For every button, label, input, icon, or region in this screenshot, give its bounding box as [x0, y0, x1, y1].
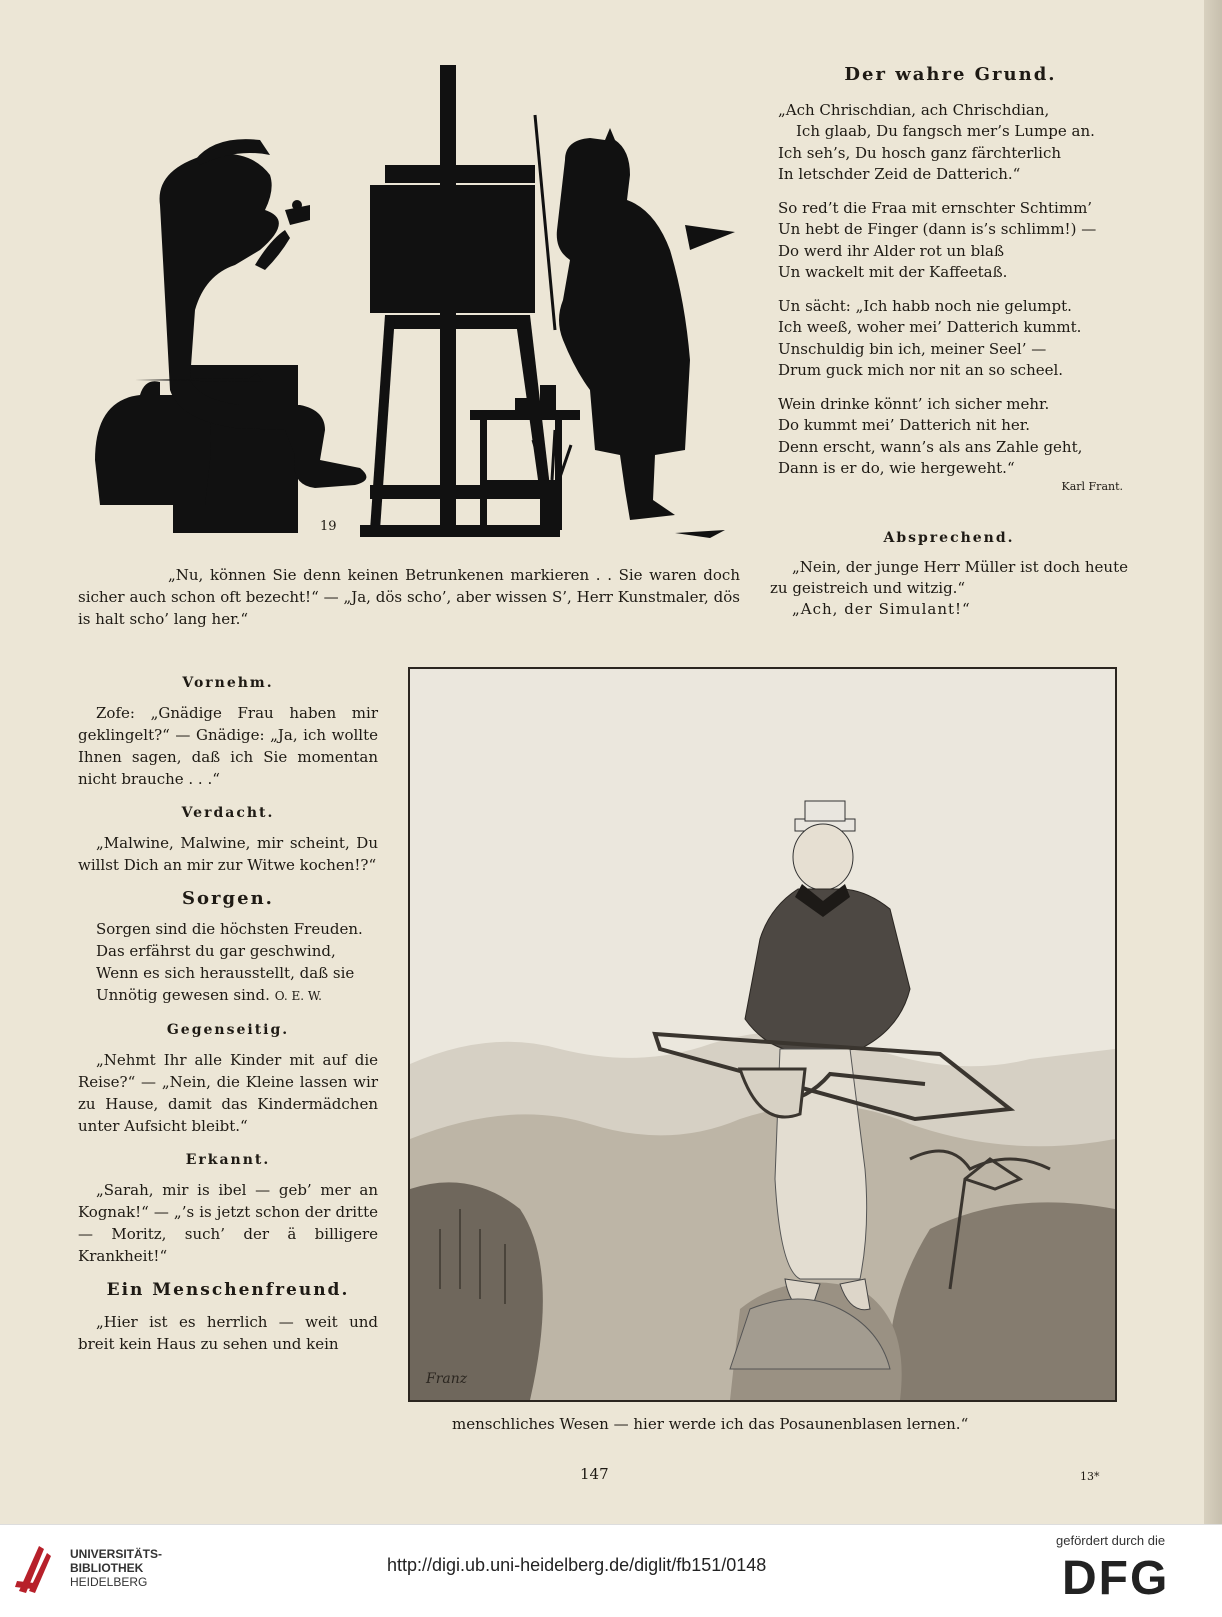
section-title: Vornehm. — [182, 675, 274, 691]
page-edge — [1204, 0, 1222, 1524]
university-logo[interactable] — [14, 1541, 214, 1601]
funding-text: gefördert durch die — [1056, 1533, 1166, 1548]
source-url-link[interactable]: http://digi.ub.uni-heidelberg.de/diglit/fb151/0148 — [387, 1555, 767, 1575]
poem-line: Ich glaab, Du fangsch mer’s Lumpe an. — [796, 122, 1095, 140]
menschenfreund-continuation — [452, 1413, 1112, 1435]
section-text: „Sarah, mir is ibel — geb’ mer an Kognak!“ — „’s is jetzt schon der dritte — Moritz, such’ der ä billigere Krankheit!“ — [78, 1181, 378, 1265]
poem-line: Un wackelt mit der Kaffeetaß. — [778, 263, 1008, 281]
poem-line: Do kummt mei’ Datterich nit her. — [778, 416, 1031, 434]
illustration-signature: Franz — [426, 1371, 468, 1387]
section-absprechend — [770, 528, 1128, 620]
section-title: Gegenseitig. — [166, 1022, 290, 1038]
section-text: „Malwine, Malwine, mir scheint, Du willst Dich an mir zur Witwe kochen!?“ — [78, 834, 378, 874]
section-text: „Nehmt Ihr alle Kinder mit auf die Reise?“ — „Nein, die Kleine lassen wir zu Hause, damit das Kindermädchen unter Aufsicht bleibt.“ — [78, 1051, 378, 1135]
digitization-footer — [0, 1524, 1222, 1617]
silhouette-caption-text: „Nu, können Sie denn keinen Betrunkenen markieren . . Sie waren doch sicher auch schon oft bezecht!“ — „Ja, dös scho’, aber wissen S’, Herr Kunstmaler, dös is halt scho’ lang her.“ — [78, 566, 740, 628]
section-reply: „Ach, der Simulant!“ — [792, 600, 971, 618]
silhouette-monogram: 19 — [320, 519, 337, 534]
dfg-logo[interactable]: DFG — [1062, 1552, 1170, 1605]
poem-author: Karl Frant. — [1061, 479, 1123, 493]
poem-line: Unschuldig bin ich, meiner Seel’ — — [778, 339, 1047, 358]
poem-stanza — [778, 394, 1123, 480]
poem-title: Der wahre Grund. — [844, 64, 1057, 85]
poem-line: Ich weeß, woher mei’ Datterich kummt. — [778, 318, 1082, 336]
poem-line: Denn erscht, wann’s als ans Zahle geht, — [778, 437, 1083, 456]
poem-line: Un hebt de Finger (dann is’s schlimm!) — — [778, 220, 1097, 238]
silhouette-caption — [78, 564, 740, 630]
logo-line: UNIVERSITÄTS- — [70, 1547, 163, 1561]
poem-stanza — [778, 198, 1123, 284]
section-title: Verdacht. — [181, 805, 275, 821]
library-logo-icon — [14, 1541, 56, 1597]
poem-line: Dann is er do, wie hergeweht.“ — [778, 459, 1015, 477]
silhouette-illustration — [85, 60, 740, 560]
section-title: Ein Menschenfreund. — [106, 1280, 350, 1300]
section-text: menschliches Wesen — hier werde ich das Posaunenblasen lernen.“ — [452, 1415, 969, 1433]
poem-line: Un sächt: „Ich habb noch nie gelumpt. — [778, 296, 1072, 315]
poem-line: Wein drinke könnt’ ich sicher mehr. — [778, 394, 1050, 413]
section-text: Zofe: „Gnädige Frau haben mir geklingelt?“ — Gnädige: „Ja, ich wollte Ihnen sagen, daß ich Sie momentan nicht brauche . . .“ — [78, 704, 378, 788]
poem-line: Do werd ihr Alder rot un blaß — [778, 241, 1004, 260]
section-sorgen — [78, 888, 378, 1007]
poem-author: O. E. W. — [274, 989, 322, 1003]
poem-line: So red’t die Fraa mit ernschter Schtimm’ — [778, 198, 1093, 217]
section-title: Sorgen. — [182, 888, 274, 909]
logo-line: BIBLIOTHEK — [70, 1561, 144, 1575]
sheet-signature: 13* — [1080, 1470, 1100, 1483]
poem-line: „Ach Chrischdian, ach Chrischdian, — [778, 100, 1050, 119]
poem-der-wahre-grund — [778, 64, 1123, 494]
section-erkannt — [78, 1149, 378, 1267]
poem-line: In letschder Zeid de Datterich.“ — [778, 165, 1021, 183]
poem-line: Sorgen sind die höchsten Freuden. — [96, 920, 363, 938]
section-menschenfreund — [78, 1279, 378, 1355]
left-column — [78, 672, 378, 1355]
section-gegenseitig — [78, 1019, 378, 1137]
logo-line: HEIDELBERG — [70, 1575, 148, 1589]
section-title: Absprechend. — [883, 530, 1015, 546]
illustration-drawing — [410, 669, 1115, 1400]
trombone-illustration — [408, 667, 1117, 1402]
poem-stanza — [778, 100, 1123, 186]
poem-line-text: Unnötig gewesen sind. — [96, 986, 270, 1004]
poem-stanza — [778, 296, 1123, 382]
page-number: 147 — [580, 1465, 609, 1483]
poem-line — [78, 984, 378, 1007]
section-vornehm — [78, 672, 378, 790]
poem-line: Wenn es sich herausstellt, daß sie — [96, 964, 355, 982]
section-text: „Nein, der junge Herr Müller ist doch heute zu geistreich und witzig.“ — [770, 558, 1128, 597]
poem-line: Ich seh’s, Du hosch ganz färchterlich — [778, 143, 1062, 162]
section-verdacht — [78, 802, 378, 876]
poem-line: Drum guck mich nor nit an so scheel. — [778, 361, 1064, 379]
poem-line: Das erfährst du gar geschwind, — [96, 942, 336, 960]
section-text: „Hier ist es herrlich — weit und breit kein Haus zu sehen und kein — [78, 1313, 378, 1353]
section-title: Erkannt. — [185, 1152, 271, 1168]
